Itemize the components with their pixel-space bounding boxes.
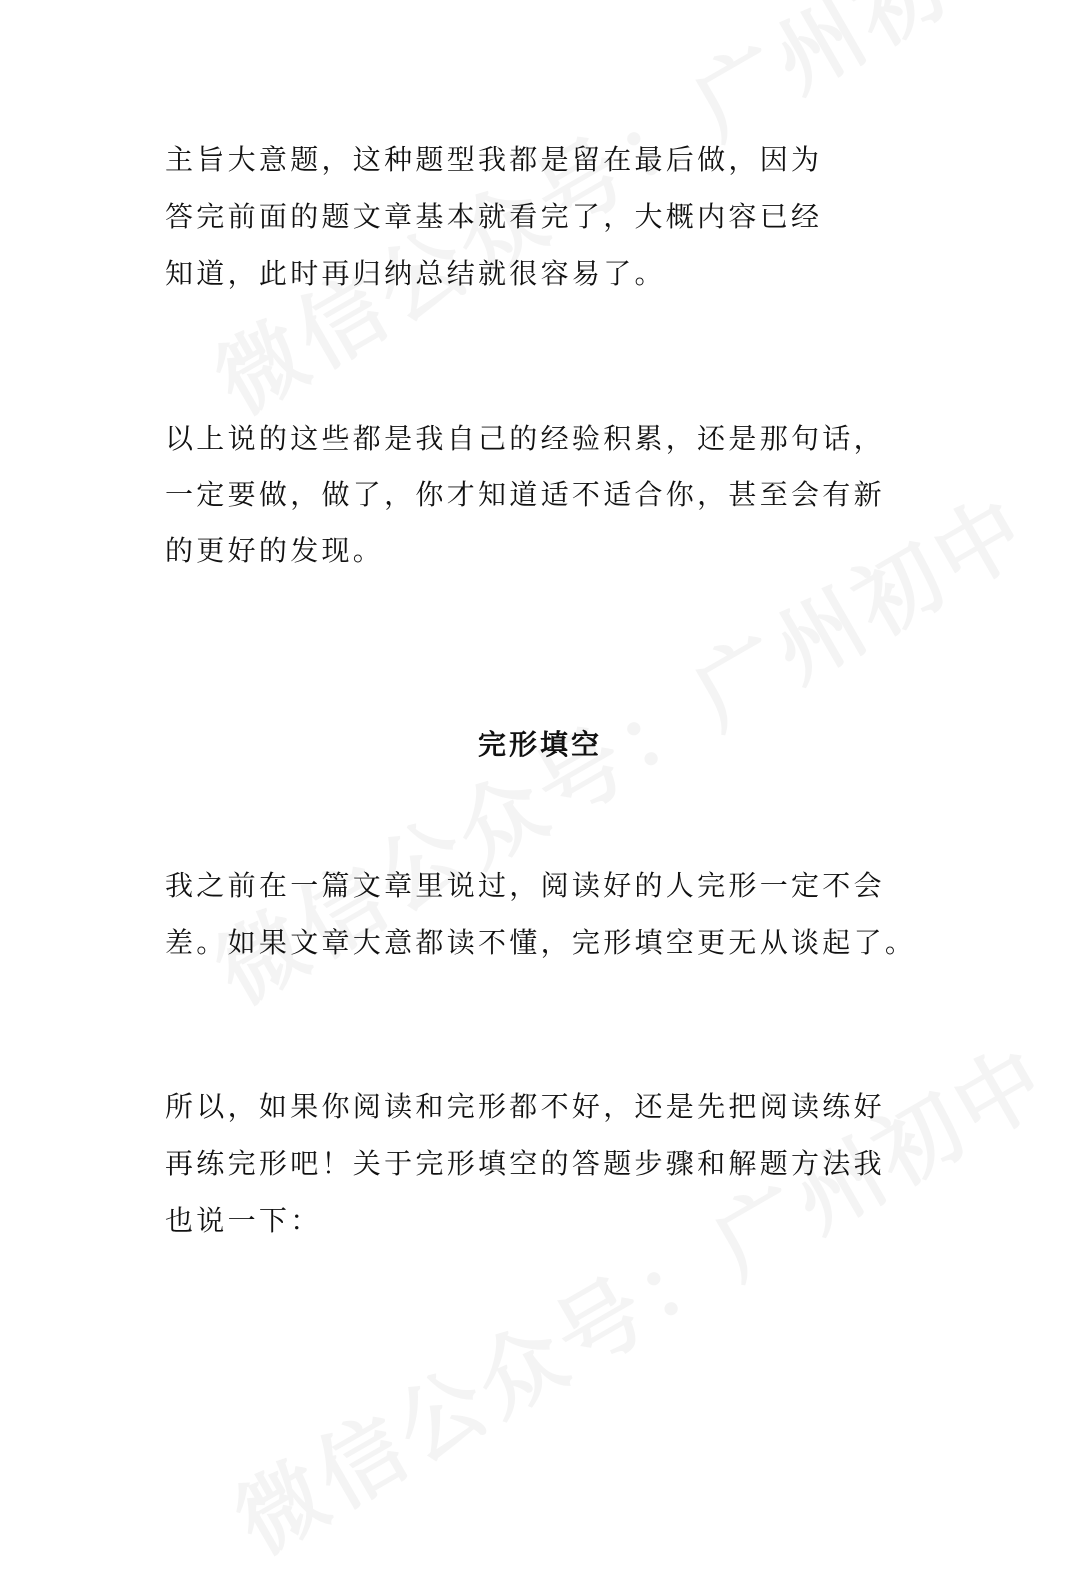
paragraph-line: 答完前面的题文章基本就看完了，大概内容已经	[165, 200, 823, 233]
paragraph-line: 一定要做，做了，你才知道适不适合你，甚至会有新	[165, 478, 885, 511]
paragraph-line: 的更好的发现。	[165, 534, 385, 567]
paragraph-line: 主旨大意题，这种题型我都是留在最后做，因为	[165, 143, 823, 176]
paragraph-cloze-intro	[165, 869, 925, 959]
paragraph-cloze-advice	[165, 1090, 925, 1237]
paragraph-line: 我之前在一篇文章里说过，阅读好的人完形一定不会	[165, 869, 885, 902]
paragraph-line: 再练完形吧！关于完形填空的答题步骤和解题方法我	[165, 1147, 885, 1180]
paragraph-experience	[165, 422, 925, 567]
section-title: 完形填空	[477, 728, 602, 761]
paragraph-line: 知道，此时再归纳总结就很容易了。	[165, 257, 666, 290]
paragraph-main-idea	[165, 143, 925, 290]
paragraph-line: 以上说的这些都是我自己的经验积累，还是那句话，	[165, 422, 885, 455]
paragraph-line: 所以，如果你阅读和完形都不好，还是先把阅读练好	[165, 1090, 885, 1123]
paragraph-line: 也说一下：	[165, 1204, 322, 1237]
paragraph-line: 差。如果文章大意都读不懂，完形填空更无从谈起了。	[165, 926, 917, 959]
